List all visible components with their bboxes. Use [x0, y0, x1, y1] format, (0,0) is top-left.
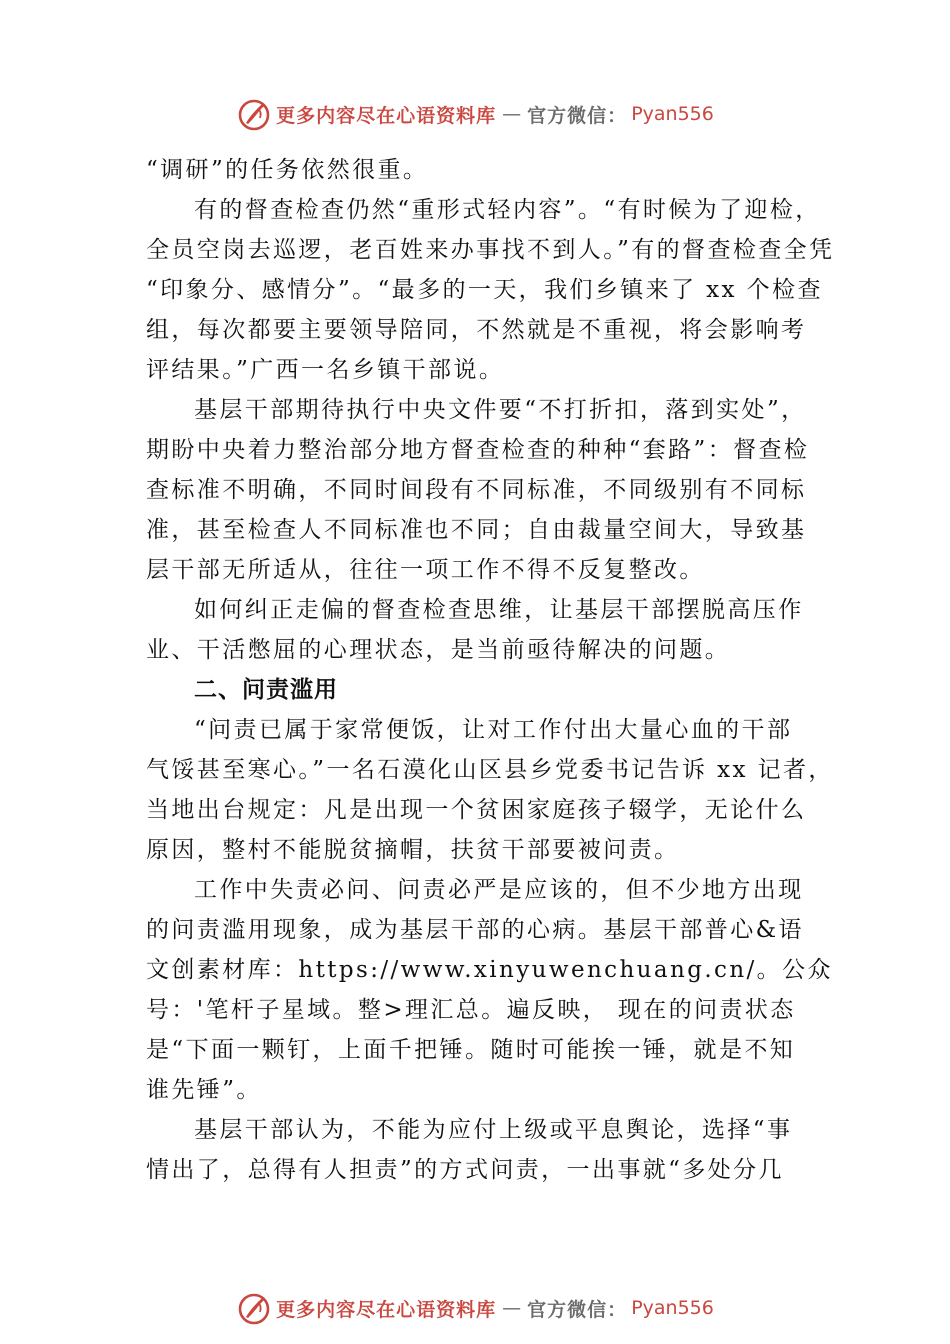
body-line: “问责已属于家常便饭，让对工作付出大量心血的干部 — [194, 717, 793, 743]
body-line: 查标准不明确，不同时间段有不同标准，不同级别有不同标 — [146, 477, 807, 503]
body-line: 层干部无所适从，往往一项工作不得不反复整改。 — [146, 557, 705, 583]
body-line: “印象分、感情分”。“最多的一天，我们乡镇来了 xx 个检查 — [146, 277, 823, 303]
banner-brand-text: 更多内容尽在心语资料库 — [276, 1298, 497, 1321]
footer-banner — [0, 1288, 950, 1328]
body-line: 有的督查检查仍然“重形式轻内容”。“有时候为了迎检， — [194, 197, 821, 223]
banner-brand-text: 更多内容尽在心语资料库 — [276, 104, 497, 127]
body-line: 当地出台规定：凡是出现一个贫困家庭孩子辍学，无论什么 — [146, 797, 807, 823]
body-line: 号：'笔杆子星域。整>理汇总。遍反映， 现在的问责状态 — [146, 997, 796, 1023]
body-line: 期盼中央着力整治部分地方督查检查的种种“套路”：督查检 — [146, 437, 810, 463]
body-line: 的问责滥用现象，成为基层干部的心病。基层干部普心&语 — [146, 917, 804, 943]
banner-wechat-label: 官方微信： — [527, 104, 628, 127]
banner-separator: — — [502, 103, 522, 125]
header-banner — [0, 94, 950, 134]
body-line: 情出了，总得有人担责”的方式问责，一出事就“多处分几 — [146, 1157, 784, 1183]
banner-wechat-id: Pyan556 — [631, 103, 714, 125]
body-line: 基层干部期待执行中央文件要“不打折扣，落到实处”， — [194, 397, 807, 423]
body-line: 气馁甚至寒心。”一名石漠化山区县乡党委书记告诉 xx 记者， — [146, 757, 834, 783]
banner-wechat-id: Pyan556 — [631, 1297, 714, 1319]
banner-wechat-label: 官方微信： — [527, 1298, 628, 1321]
body-line: 组，每次都要主要领导陪同，不然就是不重视，将会影响考 — [146, 317, 807, 343]
body-line: 准，甚至检查人不同标准也不同；自由裁量空间大，导致基 — [146, 517, 807, 543]
body-line: 工作中失责必问、问责必严是应该的，但不少地方出现 — [194, 877, 804, 903]
section-heading: 二、问责滥用 — [194, 677, 338, 703]
body-line: 基层干部认为，不能为应付上级或平息舆论，选择“事 — [194, 1117, 793, 1143]
brush-logo-icon — [236, 96, 272, 132]
body-line: 文创素材库：https://www.xinyuwenchuang.cn/。公众 — [146, 957, 833, 983]
document-body — [146, 150, 835, 1190]
body-line: 是“下面一颗钉，上面千把锤。随时可能挨一锤，就是不知 — [146, 1037, 796, 1063]
brush-logo-icon — [236, 1290, 272, 1326]
body-line: 如何纠正走偏的督查检查思维，让基层干部摆脱高压作 — [194, 597, 804, 623]
body-line: 业、干活憋屈的心理状态，是当前亟待解决的问题。 — [146, 637, 731, 663]
body-line: 全员空岗去巡逻，老百姓来办事找不到人。”有的督查检查全凭 — [146, 237, 835, 263]
body-line: “调研”的任务依然很重。 — [146, 157, 429, 183]
body-line: 谁先锤”。 — [146, 1077, 262, 1103]
body-line: 原因，整村不能脱贫摘帽，扶贫干部要被问责。 — [146, 837, 680, 863]
body-line: 评结果。”广西一名乡镇干部说。 — [146, 357, 505, 383]
banner-separator: — — [502, 1297, 522, 1319]
